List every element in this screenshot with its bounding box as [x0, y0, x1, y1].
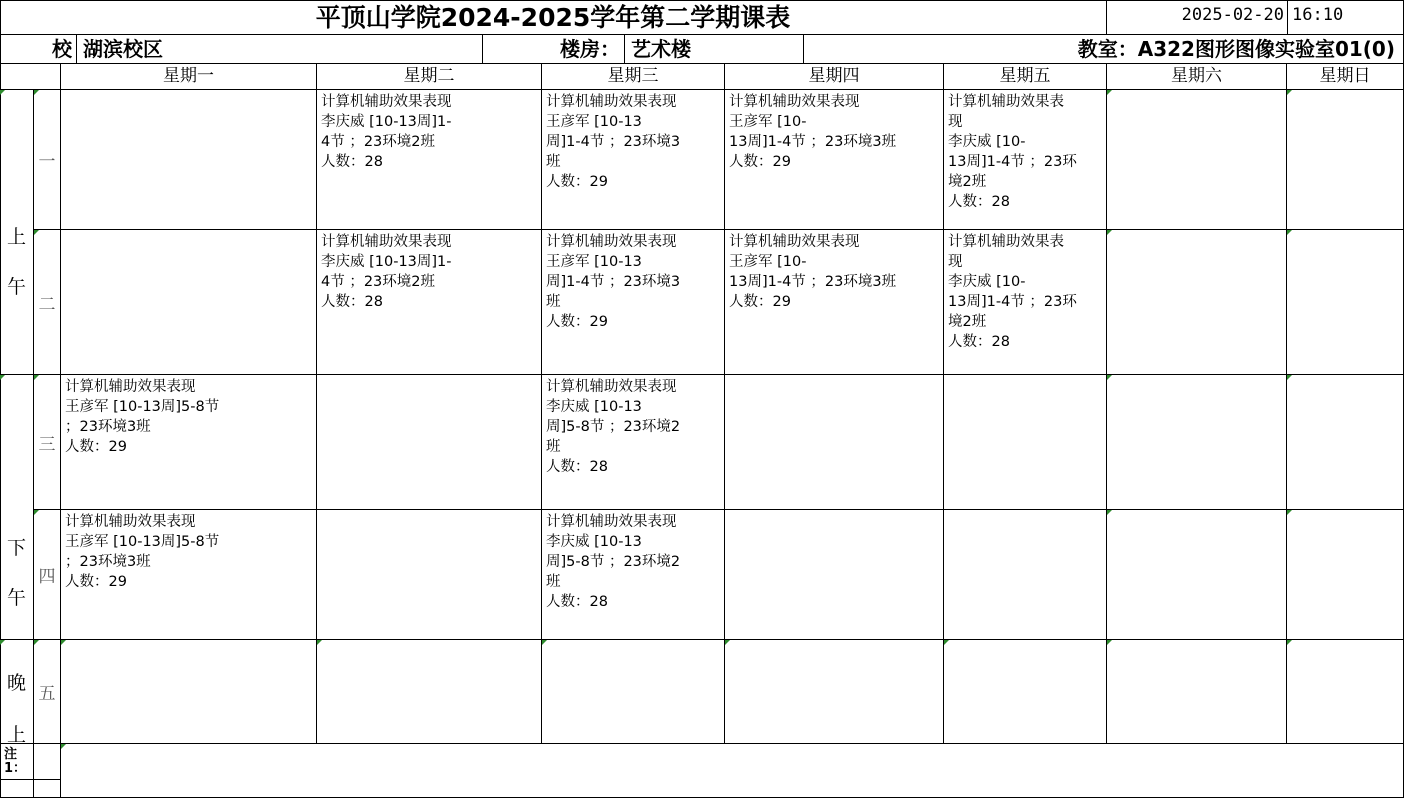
course-detail-line: 13周]1-4节 ；23环	[948, 294, 1077, 310]
period-afternoon	[0, 375, 34, 640]
course-name: 计算机辅助效果表现	[546, 379, 677, 395]
cell-comment-marker	[944, 640, 949, 645]
course-detail-line: 周]1-4节 ；23环境3	[546, 274, 681, 290]
course-detail-line: 李庆威 [10-	[948, 274, 1026, 290]
course-detail-line: 13周]1-4节 ；23环	[948, 154, 1077, 170]
course-detail-line: 人数：28	[546, 459, 608, 475]
schedule-cell-s1-sun	[1287, 90, 1404, 230]
print-time: 16:10	[1288, 0, 1404, 35]
campus-value: 湖滨校区	[77, 35, 483, 64]
classroom-info: 教室：A322图形图像实验室01(0)	[804, 35, 1404, 64]
schedule-cell-s4-mon	[61, 510, 317, 640]
schedule-cell-s3-sat	[1107, 375, 1287, 510]
schedule-cell-s5-sat	[1107, 640, 1287, 744]
schedule-cell-s3-mon	[61, 375, 317, 510]
schedule-cell-s4-thu	[725, 510, 944, 640]
course-detail-line: 人数：29	[65, 439, 127, 455]
cell-comment-marker	[542, 640, 547, 645]
course-detail-line: 人数：29	[729, 294, 791, 310]
cell-comment-marker	[1287, 90, 1292, 95]
evening-char-2: 上	[6, 724, 26, 746]
slot-label-2: 二	[34, 230, 61, 375]
course-detail-line: 周]5-8节 ；23环境2	[546, 554, 681, 570]
morning-char-1: 上	[6, 226, 26, 248]
cell-comment-marker	[1287, 375, 1292, 380]
schedule-cell-s5-sun	[1287, 640, 1404, 744]
afternoon-char-1: 下	[6, 537, 26, 559]
course-name: 计算机辅助效果表现	[546, 94, 677, 110]
cell-comment-marker	[1287, 230, 1292, 235]
cell-comment-marker	[725, 640, 730, 645]
schedule-cell-s3-wed	[542, 375, 725, 510]
course-detail-line: 4节 ；23环境2班	[321, 134, 436, 150]
course-detail-line: 境2班	[948, 174, 987, 190]
schedule-cell-s1-tue	[317, 90, 542, 230]
course-detail-line: 王彦军 [10-	[729, 254, 807, 270]
course-detail-line: 班	[546, 439, 561, 455]
course-detail-line: 王彦军 [10-13	[546, 254, 642, 270]
course-detail-line: 13周]1-4节 ；23环境3班	[729, 134, 897, 150]
course-detail-line: 人数：29	[546, 314, 608, 330]
course-detail-line: 现	[948, 114, 963, 130]
slot-label-4: 四	[34, 510, 61, 640]
schedule-cell-s3-sun	[1287, 375, 1404, 510]
course-name: 计算机辅助效果表	[948, 234, 1064, 250]
course-detail-line: ；23环境3班	[65, 419, 151, 435]
schedule-cell-s4-sun	[1287, 510, 1404, 640]
schedule-cell-s2-thu	[725, 230, 944, 375]
day-header-tue: 星期二	[317, 64, 542, 90]
course-detail-line: 班	[546, 294, 561, 310]
cell-comment-marker	[1287, 640, 1292, 645]
course-detail-line: 王彦军 [10-13周]5-8节	[65, 399, 220, 415]
cell-comment-marker	[61, 640, 66, 645]
course-detail-line: 李庆威 [10-13周]1-	[321, 114, 452, 130]
schedule-cell-s2-wed	[542, 230, 725, 375]
corner-header	[0, 64, 61, 90]
course-detail-line: 人数：28	[948, 334, 1010, 350]
schedule-cell-s4-tue	[317, 510, 542, 640]
cell-comment-marker	[1107, 90, 1112, 95]
building-value: 艺术楼	[625, 35, 804, 64]
course-detail-line: 现	[948, 254, 963, 270]
schedule-cell-s2-sun	[1287, 230, 1404, 375]
slot-label-5: 五	[34, 640, 61, 744]
schedule-cell-s1-fri	[944, 90, 1107, 230]
course-detail-line: 周]5-8节 ；23环境2	[546, 419, 681, 435]
schedule-cell-s5-tue	[317, 640, 542, 744]
morning-char-2: 午	[6, 276, 26, 298]
day-header-mon: 星期一	[61, 64, 317, 90]
note-label-line2: 1：	[4, 761, 27, 776]
cell-comment-marker	[1287, 510, 1292, 515]
schedule-cell-s4-sat	[1107, 510, 1287, 640]
course-detail-line: 人数：28	[948, 194, 1010, 210]
day-header-fri: 星期五	[944, 64, 1107, 90]
schedule-cell-s1-wed	[542, 90, 725, 230]
course-name: 计算机辅助效果表现	[729, 94, 860, 110]
course-detail-line: 人数：28	[546, 594, 608, 610]
cell-comment-marker	[317, 640, 322, 645]
campus-label: 校	[0, 35, 77, 64]
print-date: 2025-02-20	[1107, 0, 1288, 35]
schedule-cell-s5-fri	[944, 640, 1107, 744]
course-detail-line: 李庆威 [10-13周]1-	[321, 254, 452, 270]
period-evening	[0, 640, 34, 744]
cell-comment-marker	[1107, 640, 1112, 645]
course-detail-line: 王彦军 [10-13	[546, 114, 642, 130]
course-name: 计算机辅助效果表	[948, 94, 1064, 110]
course-detail-line: 班	[546, 574, 561, 590]
period-morning	[0, 90, 34, 375]
schedule-cell-s5-thu	[725, 640, 944, 744]
cell-comment-marker	[1107, 510, 1112, 515]
course-detail-line: 13周]1-4节 ；23环境3班	[729, 274, 897, 290]
page-title: 平顶山学院2024-2025学年第二学期课表	[0, 0, 1107, 35]
day-header-sat: 星期六	[1107, 64, 1287, 90]
course-detail-line: 4节 ；23环境2班	[321, 274, 436, 290]
note-label-line1: 注	[4, 747, 18, 762]
course-name: 计算机辅助效果表现	[546, 234, 677, 250]
course-name: 计算机辅助效果表现	[65, 514, 196, 530]
schedule-cell-s2-mon	[61, 230, 317, 375]
cell-comment-marker	[1107, 375, 1112, 380]
note-footer-slot	[34, 780, 61, 798]
slot-label-1: 一	[34, 90, 61, 230]
course-detail-line: 境2班	[948, 314, 987, 330]
course-name: 计算机辅助效果表现	[321, 94, 452, 110]
course-detail-line: 人数：28	[321, 294, 383, 310]
note-slot	[34, 744, 61, 780]
course-detail-line: 人数：29	[546, 174, 608, 190]
afternoon-char-2: 午	[6, 587, 26, 609]
evening-char-1: 晚	[6, 672, 26, 694]
course-detail-line: 李庆威 [10-	[948, 134, 1026, 150]
schedule-cell-s1-sat	[1107, 90, 1287, 230]
schedule-cell-s4-fri	[944, 510, 1107, 640]
cell-comment-marker	[1107, 230, 1112, 235]
day-header-thu: 星期四	[725, 64, 944, 90]
schedule-cell-s5-wed	[542, 640, 725, 744]
course-detail-line: 王彦军 [10-	[729, 114, 807, 130]
course-detail-line: 李庆威 [10-13	[546, 399, 642, 415]
course-name: 计算机辅助效果表现	[729, 234, 860, 250]
schedule-cell-s2-fri	[944, 230, 1107, 375]
course-detail-line: 周]1-4节 ；23环境3	[546, 134, 681, 150]
course-detail-line: 王彦军 [10-13周]5-8节	[65, 534, 220, 550]
course-detail-line: 班	[546, 154, 561, 170]
schedule-cell-s5-mon	[61, 640, 317, 744]
course-detail-line: 人数：29	[65, 574, 127, 590]
note-label	[0, 744, 34, 780]
course-detail-line: 人数：28	[321, 154, 383, 170]
course-detail-line: 李庆威 [10-13	[546, 534, 642, 550]
building-label: 楼房：	[483, 35, 625, 64]
slot-label-3: 三	[34, 375, 61, 510]
note-footer-left	[0, 780, 34, 798]
note-content	[61, 744, 1404, 798]
schedule-cell-s2-tue	[317, 230, 542, 375]
schedule-cell-s1-mon	[61, 90, 317, 230]
schedule-cell-s2-sat	[1107, 230, 1287, 375]
schedule-cell-s3-tue	[317, 375, 542, 510]
course-name: 计算机辅助效果表现	[65, 379, 196, 395]
course-name: 计算机辅助效果表现	[321, 234, 452, 250]
course-name: 计算机辅助效果表现	[546, 514, 677, 530]
schedule-cell-s4-wed	[542, 510, 725, 640]
day-header-wed: 星期三	[542, 64, 725, 90]
schedule-cell-s3-fri	[944, 375, 1107, 510]
schedule-cell-s1-thu	[725, 90, 944, 230]
day-header-sun: 星期日	[1287, 64, 1404, 90]
course-detail-line: ；23环境3班	[65, 554, 151, 570]
schedule-cell-s3-thu	[725, 375, 944, 510]
course-detail-line: 人数：29	[729, 154, 791, 170]
